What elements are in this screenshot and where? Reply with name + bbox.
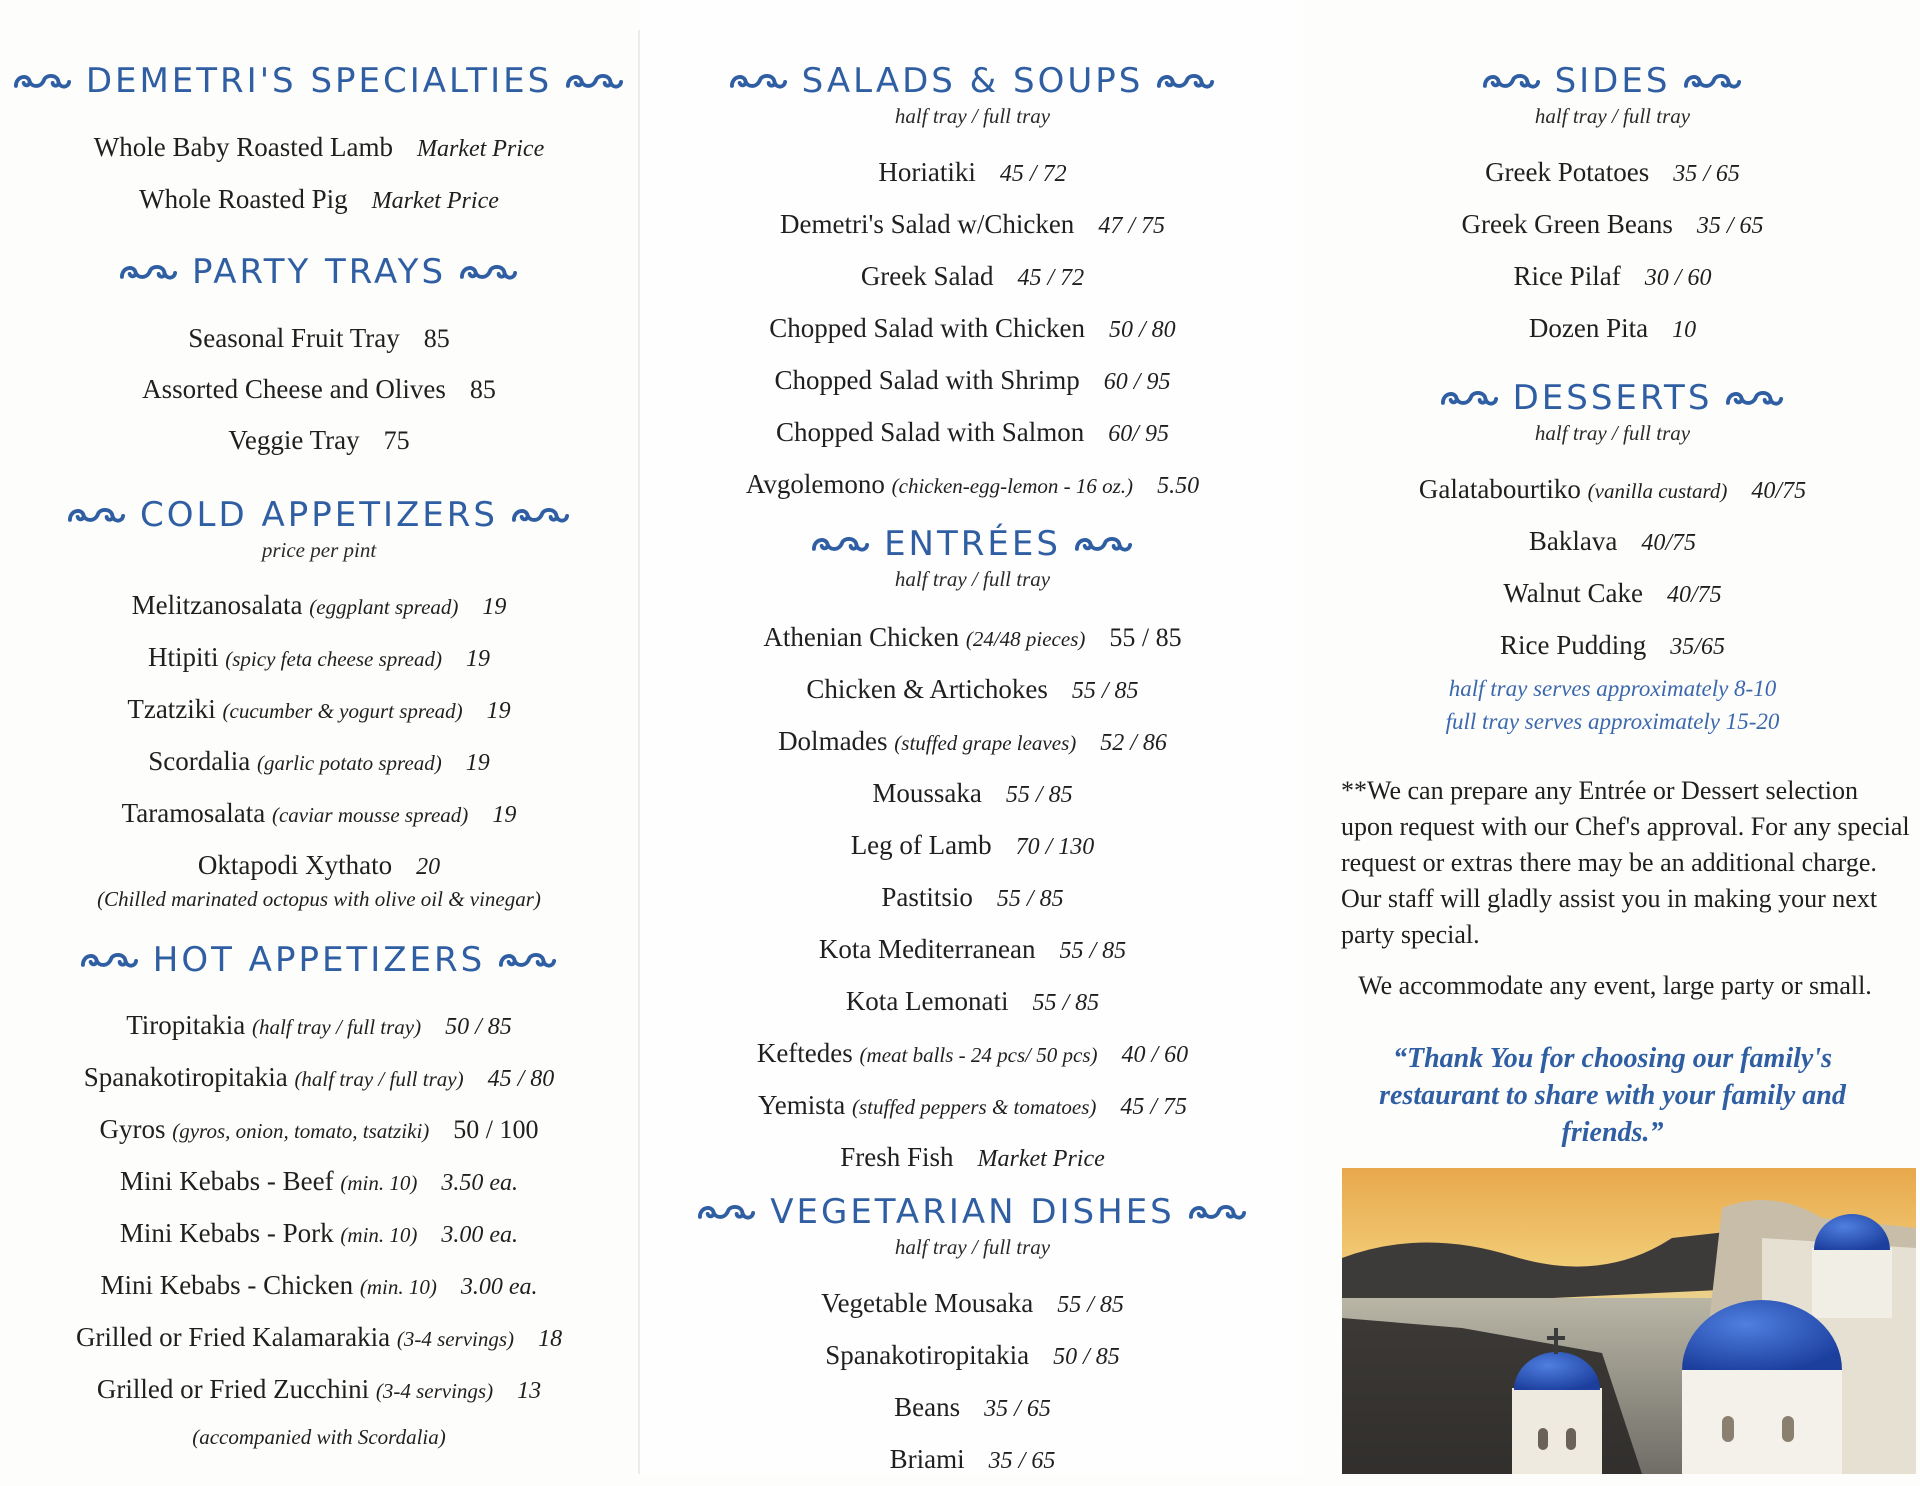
- santorini-church-image: [1342, 1168, 1916, 1474]
- menu-item: [0, 1364, 638, 1416]
- section-title-desserts: [1305, 378, 1920, 418]
- section-title-text: ENTRÉES: [884, 524, 1061, 564]
- menu-item: [640, 664, 1305, 716]
- item-name: Seasonal Fruit Tray: [188, 323, 400, 353]
- item-price: 3.50 ea.: [441, 1170, 519, 1196]
- item-price: 35 / 65: [1673, 161, 1740, 187]
- section-title-sides: [1305, 61, 1920, 101]
- menu-item: [0, 313, 638, 364]
- wave-ornament-icon: [566, 70, 624, 92]
- item-price: 35 / 65: [1696, 213, 1764, 239]
- item-price: 50 / 85: [445, 1014, 512, 1040]
- item-name: Mini Kebabs - Pork: [119, 1218, 334, 1248]
- item-desc: (3-4 servings): [396, 1327, 515, 1351]
- menu-item: [0, 684, 638, 736]
- wave-ornament-icon: [14, 70, 72, 92]
- item-price: 3.00 ea.: [460, 1274, 538, 1300]
- item-desc: (min. 10): [340, 1223, 418, 1247]
- item-name: Rice Pilaf: [1513, 261, 1621, 291]
- item-price: 55 / 85: [1059, 938, 1127, 964]
- item-name: Walnut Cake: [1503, 578, 1643, 608]
- section-title-text: SALADS & SOUPS: [801, 61, 1144, 101]
- menu-item: [0, 122, 638, 174]
- item-price: 20: [416, 854, 441, 880]
- item-desc: (min. 10): [359, 1275, 437, 1299]
- item-name: Kota Mediterranean: [818, 934, 1036, 964]
- menu-item: [1305, 199, 1920, 251]
- menu-item: [640, 1278, 1305, 1330]
- item-price: 5.50: [1157, 473, 1200, 499]
- item-price: 40 / 60: [1121, 1042, 1189, 1068]
- item-price: 55 / 85: [1032, 990, 1100, 1016]
- item-price: 45 / 72: [1017, 265, 1085, 291]
- item-desc: (vanilla custard): [1587, 479, 1728, 503]
- item-price: 85: [423, 324, 450, 353]
- item-price: 40/75: [1751, 478, 1807, 504]
- item-name: Moussaka: [872, 778, 982, 808]
- serving-note-full: full tray serves approximately 15-20: [1445, 709, 1780, 734]
- menu-item: [640, 924, 1305, 976]
- item-desc: (eggplant spread): [309, 595, 459, 619]
- section-title-party-trays: [0, 252, 638, 292]
- item-desc: (chicken-egg-lemon - 16 oz.): [891, 474, 1134, 498]
- item-name: Avgolemono: [745, 469, 885, 499]
- item-name: Oktapodi Xythato: [197, 850, 393, 880]
- thank-you-quote: “Thank You for choosing our family's restaurant to share with your family and friends.”: [1379, 1043, 1846, 1148]
- item-name: Scordalia: [148, 746, 251, 776]
- item-name: Athenian Chicken: [763, 622, 960, 652]
- item-desc: (caviar mousse spread): [271, 803, 469, 827]
- wave-ornament-icon: [812, 533, 870, 555]
- item-name: Yemista: [757, 1090, 846, 1120]
- special-request-policy: **We can prepare any Entrée or Dessert selection upon request with our Chef's approval. For any special request or extras there may be an additional charge. Our staff will gladly assist you in making your next party special.: [1341, 776, 1910, 949]
- menu-item: [640, 1434, 1305, 1486]
- item-price: 18: [538, 1326, 563, 1352]
- item-name: Keftedes: [756, 1038, 853, 1068]
- menu-item: [640, 459, 1305, 511]
- item-desc: (spicy feta cheese spread): [225, 647, 442, 671]
- item-price: 3.00 ea.: [441, 1222, 519, 1248]
- menu-item: [0, 174, 638, 226]
- wave-ornament-icon: [1684, 70, 1742, 92]
- section-title-text: DESSERTS: [1512, 378, 1713, 418]
- section-note: half tray / full tray: [894, 1235, 1051, 1259]
- wave-ornament-icon: [512, 504, 570, 526]
- menu-item: [640, 407, 1305, 459]
- menu-item: [0, 632, 638, 684]
- item-desc: (half tray / full tray): [294, 1067, 464, 1091]
- menu-item: [0, 1312, 638, 1364]
- section-note: price per pint: [261, 538, 377, 562]
- menu-item: [0, 1156, 638, 1208]
- menu-item: [0, 1104, 638, 1156]
- section-title-text: SIDES: [1554, 61, 1671, 101]
- item-name: Chopped Salad with Shrimp: [774, 365, 1080, 395]
- wave-ornament-icon: [120, 261, 178, 283]
- wave-ornament-icon: [460, 261, 518, 283]
- item-name: Greek Potatoes: [1485, 157, 1650, 187]
- menu-item: [0, 1052, 638, 1104]
- item-desc: (garlic potato spread): [257, 751, 442, 775]
- menu-item: [640, 976, 1305, 1028]
- wave-ornament-icon: [1441, 387, 1499, 409]
- menu-item: [640, 303, 1305, 355]
- item-price: 19: [465, 646, 490, 672]
- item-name: Chopped Salad with Chicken: [769, 313, 1086, 343]
- menu-item: [0, 415, 638, 466]
- item-price: 35 / 65: [988, 1448, 1056, 1474]
- item-price: 19: [482, 594, 507, 620]
- accommodate-note: We accommodate any event, large party or small.: [1358, 971, 1872, 1000]
- item-name: Dozen Pita: [1528, 313, 1649, 343]
- item-name: Demetri's Salad w/Chicken: [780, 209, 1075, 239]
- section-note: half tray / full tray: [894, 104, 1051, 128]
- section-title-hot-appetizers: [0, 940, 638, 980]
- item-price: 55 / 85: [1005, 782, 1073, 808]
- santorini-photo: [1342, 1168, 1916, 1474]
- item-desc: (half tray / full tray): [251, 1015, 422, 1039]
- menu-item: [1305, 620, 1920, 672]
- item-desc: (min. 10): [340, 1171, 418, 1195]
- item-name: Melitzanosalata: [131, 590, 303, 620]
- item-name: Veggie Tray: [228, 425, 360, 455]
- section-title-vegetarian: [640, 1192, 1305, 1232]
- menu-item: [640, 872, 1305, 924]
- wave-ornament-icon: [698, 1201, 756, 1223]
- section-title-text: VEGETARIAN DISHES: [770, 1192, 1175, 1232]
- item-name: Mini Kebabs - Chicken: [100, 1270, 354, 1300]
- item-name: Briami: [889, 1444, 965, 1474]
- item-name: Chopped Salad with Salmon: [776, 417, 1085, 447]
- item-price: 10: [1672, 317, 1697, 343]
- menu-item: [1305, 147, 1920, 199]
- item-name: Spanakotiropitakia: [83, 1062, 288, 1092]
- menu-item: [640, 820, 1305, 872]
- item-price: Market Price: [371, 188, 499, 214]
- item-name: Fresh Fish: [840, 1142, 954, 1172]
- item-name: Baklava: [1528, 526, 1618, 556]
- menu-item: [640, 768, 1305, 820]
- item-desc: (24/48 pieces): [965, 627, 1086, 651]
- item-name: Greek Green Beans: [1461, 209, 1673, 239]
- menu-item: [640, 199, 1305, 251]
- item-desc: (meat balls - 24 pcs/ 50 pcs): [859, 1043, 1098, 1067]
- item-price: 50 / 80: [1109, 317, 1176, 343]
- item-price: 55 / 85: [996, 886, 1064, 912]
- item-name: Beans: [894, 1392, 961, 1422]
- wave-ornament-icon: [81, 949, 139, 971]
- item-price: 13: [517, 1378, 542, 1404]
- menu-item: [0, 1000, 638, 1052]
- item-price: 85: [469, 375, 496, 404]
- wave-ornament-icon: [1726, 387, 1784, 409]
- menu-item: [0, 736, 638, 788]
- item-price: 50 / 85: [1053, 1344, 1120, 1370]
- section-note: half tray / full tray: [894, 567, 1051, 591]
- item-price: 70 / 130: [1015, 834, 1095, 860]
- menu-item: [640, 355, 1305, 407]
- menu-panel-middle: [640, 0, 1305, 1474]
- serving-note-half: half tray serves approximately 8-10: [1448, 676, 1777, 701]
- item-price: 45 / 72: [999, 161, 1067, 187]
- section-title-text: COLD APPETIZERS: [140, 495, 498, 535]
- section-title-entrees: [640, 524, 1305, 564]
- item-price: 30 / 60: [1644, 265, 1712, 291]
- item-name: Grilled or Fried Zucchini: [96, 1374, 370, 1404]
- item-price: 45 / 75: [1120, 1094, 1188, 1120]
- menu-item: [1305, 568, 1920, 620]
- menu-item: [0, 840, 638, 892]
- item-price: Market Price: [977, 1146, 1105, 1172]
- item-name: Assorted Cheese and Olives: [142, 374, 446, 404]
- item-price: 75: [383, 426, 410, 455]
- menu-item: [640, 1028, 1305, 1080]
- menu-item: [640, 1382, 1305, 1434]
- menu-item: [0, 1260, 638, 1312]
- item-name: Htipiti: [148, 642, 219, 672]
- section-note: half tray / full tray: [1534, 104, 1691, 128]
- item-desc: (stuffed peppers & tomatoes): [851, 1095, 1097, 1119]
- section-title-specialties: [0, 61, 638, 101]
- menu-item: [1305, 516, 1920, 568]
- item-price: 52 / 86: [1100, 730, 1167, 756]
- menu-panel-left: [0, 0, 638, 1474]
- menu-item: [640, 147, 1305, 199]
- item-name: Whole Baby Roasted Lamb: [93, 132, 393, 162]
- item-name: Leg of Lamb: [850, 830, 992, 860]
- item-price: 35 / 65: [984, 1396, 1051, 1422]
- item-price: 40/75: [1641, 530, 1697, 556]
- item-price: 55 / 85: [1109, 623, 1182, 652]
- menu-item: [640, 251, 1305, 303]
- item-price: Market Price: [416, 136, 545, 162]
- item-price: 47 / 75: [1098, 213, 1165, 239]
- item-name: Grilled or Fried Kalamarakia: [75, 1322, 391, 1352]
- item-price: 50 / 100: [453, 1115, 539, 1144]
- section-title-text: PARTY TRAYS: [191, 252, 447, 292]
- item-price: 60 / 95: [1103, 369, 1171, 395]
- wave-ornament-icon: [499, 949, 557, 971]
- section-title-cold-appetizers: [0, 495, 638, 535]
- menu-item: [1305, 464, 1920, 516]
- item-name: Taramosalata: [121, 798, 266, 828]
- item-name: Pastitsio: [881, 882, 973, 912]
- item-price: 45 / 80: [487, 1066, 555, 1092]
- menu-item: [0, 1208, 638, 1260]
- menu-item: [0, 364, 638, 415]
- wave-ornament-icon: [68, 504, 126, 526]
- item-desc: (cucumber & yogurt spread): [222, 699, 463, 723]
- item-price: 19: [486, 698, 511, 724]
- item-name: Chicken & Artichokes: [806, 674, 1048, 704]
- menu-item: [0, 580, 638, 632]
- item-note: (Chilled marinated octopus with olive oil & vinegar): [97, 887, 541, 911]
- section-title-text: HOT APPETIZERS: [152, 940, 486, 980]
- menu-item: [640, 1080, 1305, 1132]
- item-name: Galatabourtiko: [1418, 474, 1581, 504]
- item-name: Tzatziki: [127, 694, 216, 724]
- menu-item: [1305, 303, 1920, 355]
- wave-ornament-icon: [1157, 70, 1215, 92]
- menu-item: [640, 1330, 1305, 1382]
- wave-ornament-icon: [1483, 70, 1541, 92]
- item-price: 55 / 85: [1057, 1292, 1124, 1318]
- section-title-salads-soups: [640, 61, 1305, 101]
- item-name: Kota Lemonati: [845, 986, 1009, 1016]
- item-name: Gyros: [99, 1114, 166, 1144]
- item-note: (accompanied with Scordalia): [192, 1425, 446, 1449]
- item-price: 40/75: [1666, 582, 1722, 608]
- item-name: Tiropitakia: [126, 1010, 246, 1040]
- menu-item: [640, 716, 1305, 768]
- item-price: 55 / 85: [1071, 678, 1139, 704]
- wave-ornament-icon: [730, 70, 788, 92]
- menu-item: [0, 788, 638, 840]
- item-name: Whole Roasted Pig: [139, 184, 348, 214]
- item-price: 60/ 95: [1108, 421, 1169, 447]
- item-name: Spanakotiropitakia: [825, 1340, 1030, 1370]
- item-price: 35/65: [1670, 634, 1725, 660]
- item-name: Greek Salad: [860, 261, 994, 291]
- menu-item: [1305, 251, 1920, 303]
- wave-ornament-icon: [1189, 1201, 1247, 1223]
- menu-item: [640, 1132, 1305, 1184]
- menu-item: [640, 612, 1305, 664]
- item-name: Horiatiki: [878, 157, 976, 187]
- item-desc: (gyros, onion, tomato, tsatziki): [172, 1119, 430, 1143]
- item-desc: (stuffed grape leaves): [894, 731, 1077, 755]
- wave-ornament-icon: [1075, 533, 1133, 555]
- section-title-text: DEMETRI'S SPECIALTIES: [85, 61, 553, 101]
- menu-panel-right: [1305, 0, 1920, 1474]
- item-name: Dolmades: [778, 726, 888, 756]
- item-name: Rice Pudding: [1500, 630, 1647, 660]
- section-note: half tray / full tray: [1534, 421, 1691, 445]
- item-name: Vegetable Mousaka: [821, 1288, 1034, 1318]
- item-price: 19: [492, 802, 517, 828]
- item-price: 19: [465, 750, 490, 776]
- item-desc: (3-4 servings): [375, 1379, 494, 1403]
- item-name: Mini Kebabs - Beef: [119, 1166, 334, 1196]
